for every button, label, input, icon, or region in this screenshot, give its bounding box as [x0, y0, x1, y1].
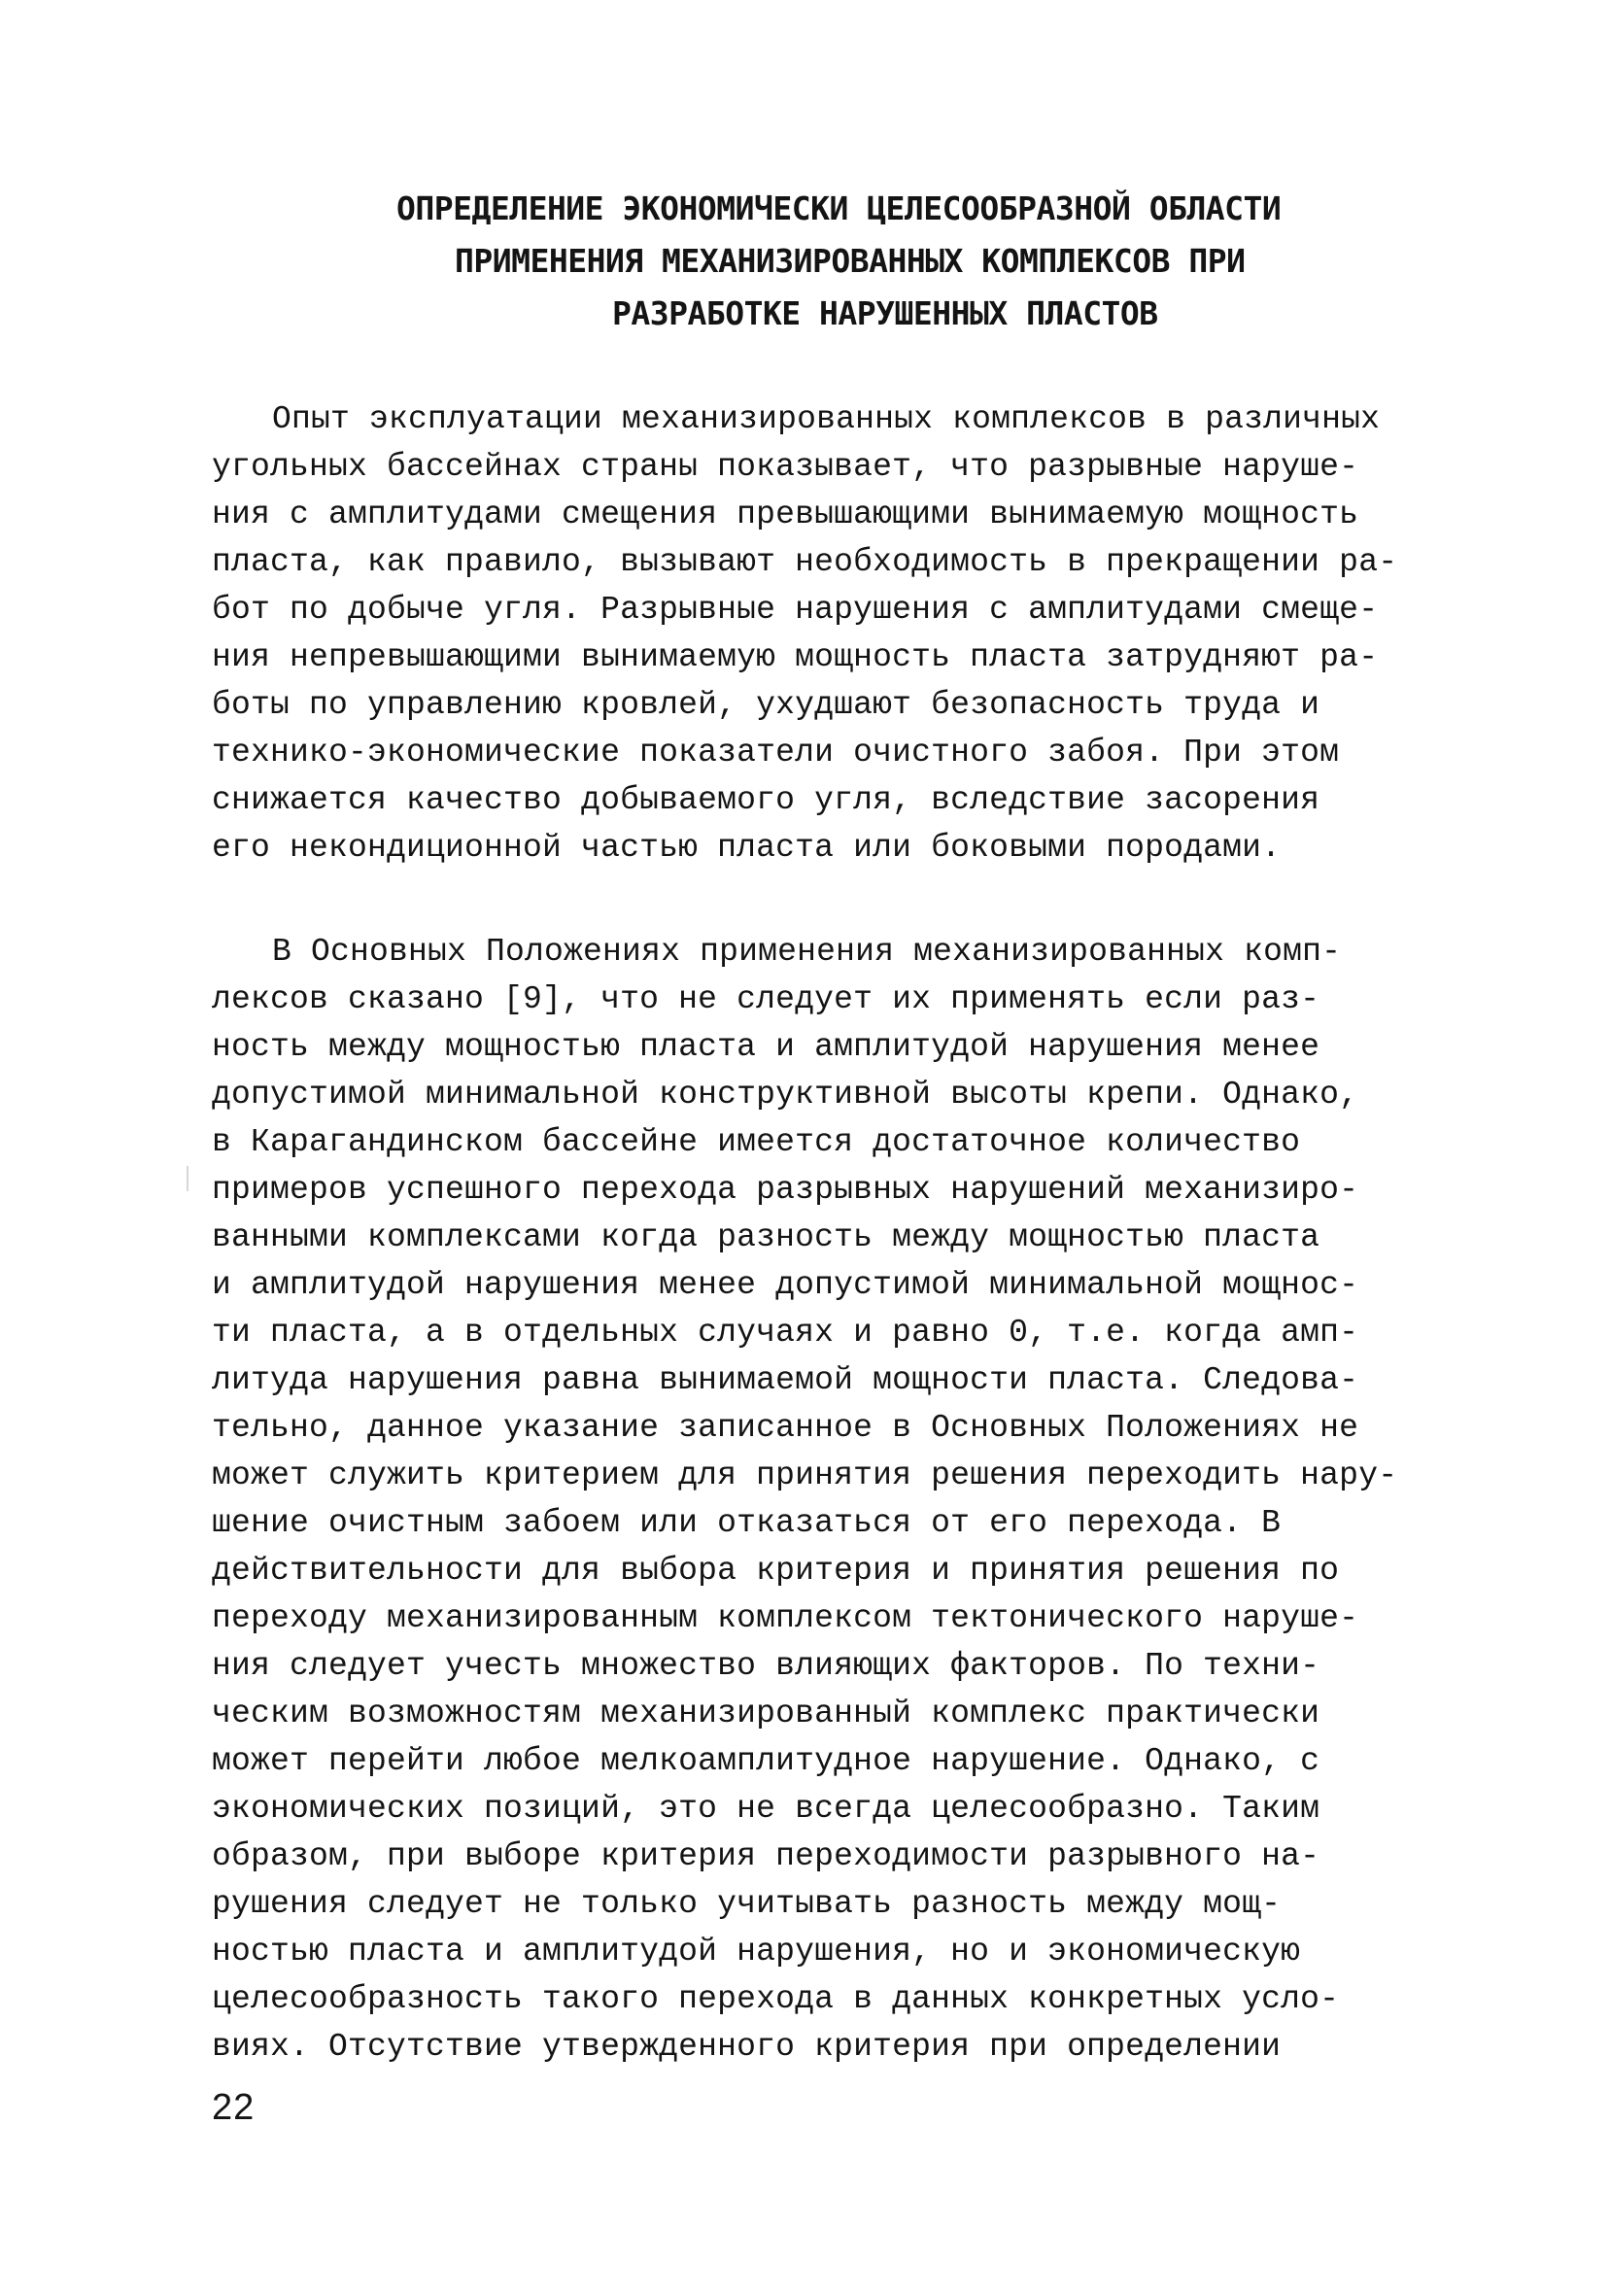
text-line: бот по добыче угля. Разрывные нарушения с амплитудами смеще-: [212, 592, 1379, 628]
title-line-1: ОПРЕДЕЛЕНИЕ ЭКОНОМИЧЕСКИ ЦЕЛЕСООБРАЗНОЙ ОБЛАСТИ: [396, 189, 1282, 227]
text-line: его некондиционной частью пласта или боковыми породами.: [212, 830, 1282, 866]
text-line: экономических позиций, это не всегда целесообразно. Таким: [212, 1791, 1320, 1827]
text-line: ния непревышающими вынимаемую мощность пласта затрудняют ра-: [212, 639, 1379, 675]
text-line: тельно, данное указание записанное в Основных Положениях не: [212, 1410, 1359, 1446]
text-line: может служить критерием для принятия решения переходить нару-: [212, 1457, 1398, 1493]
text-line: виях. Отсутствие утвержденного критерия при определении: [212, 2029, 1282, 2065]
text-line: примеров успешного перехода разрывных нарушений механизиро-: [212, 1172, 1359, 1208]
title-line-2: ПРИМЕНЕНИЯ МЕХАНИЗИРОВАННЫХ КОМПЛЕКСОВ ПРИ: [455, 242, 1246, 280]
text-line: ностью пласта и амплитудой нарушения, но и экономическую: [212, 1934, 1301, 1970]
text-line: ческим возможностям механизированный комплекс практически: [212, 1696, 1320, 1731]
paragraph-spacer: [212, 872, 1446, 928]
text-line: лексов сказано [9], что не следует их применять если раз-: [212, 981, 1320, 1017]
text-line: переходу механизированным комплексом тектонического наруше-: [212, 1600, 1359, 1636]
text-line: литуда нарушения равна вынимаемой мощности пласта. Следова-: [212, 1362, 1359, 1398]
margin-mark: [187, 1166, 188, 1191]
paragraph-1: [212, 395, 1446, 872]
text-line: в Карагандинском бассейне имеется достаточное количество: [212, 1124, 1301, 1160]
text-line: В Основных Положениях применения механизированных комп-: [272, 934, 1342, 970]
text-line: ность между мощностью пласта и амплитудой нарушения менее: [212, 1029, 1320, 1065]
text-line: ванными комплексами когда разность между мощностью пласта: [212, 1219, 1320, 1255]
text-line: Опыт эксплуатации механизированных комплексов в различных: [272, 401, 1381, 437]
text-line: боты по управлению кровлей, ухудшают безопасность труда и: [212, 687, 1320, 723]
paragraph-2: [212, 928, 1446, 2071]
text-line: угольных бассейнах страны показывает, что разрывные наруше-: [212, 449, 1359, 485]
text-line: ти пласта, а в отдельных случаях и равно 0, т.е. когда амп-: [212, 1315, 1359, 1351]
article-body: [212, 395, 1446, 2071]
text-line: действительности для выбора критерия и принятия решения по: [212, 1553, 1340, 1589]
article-title: [369, 183, 1360, 340]
text-line: пласта, как правило, вызывают необходимость в прекращении ра-: [212, 544, 1398, 580]
text-line: снижается качество добываемого угля, вследствие засорения: [212, 782, 1320, 818]
title-line-3: РАЗРАБОТКЕ НАРУШЕННЫХ ПЛАСТОВ: [612, 294, 1158, 332]
text-line: допустимой минимальной конструктивной высоты крепи. Однако,: [212, 1077, 1359, 1113]
text-line: целесообразность такого перехода в данных конкретных усло-: [212, 1981, 1340, 2017]
text-line: технико-экономические показатели очистного забоя. При этом: [212, 735, 1340, 771]
text-line: может перейти любое мелкоамплитудное нарушение. Однако, с: [212, 1743, 1320, 1779]
text-line: и амплитудой нарушения менее допустимой минимальной мощнос-: [212, 1267, 1359, 1303]
text-line: шение очистным забоем или отказаться от его перехода. В: [212, 1505, 1282, 1541]
text-line: рушения следует не только учитывать разность между мощ-: [212, 1886, 1282, 1922]
text-line: образом, при выборе критерия переходимости разрывного на-: [212, 1838, 1320, 1874]
text-line: ния следует учесть множество влияющих факторов. По техни-: [212, 1648, 1320, 1684]
text-line: ния с амплитудами смещения превышающими вынимаемую мощность: [212, 497, 1359, 532]
page-number: 22: [212, 2087, 256, 2128]
